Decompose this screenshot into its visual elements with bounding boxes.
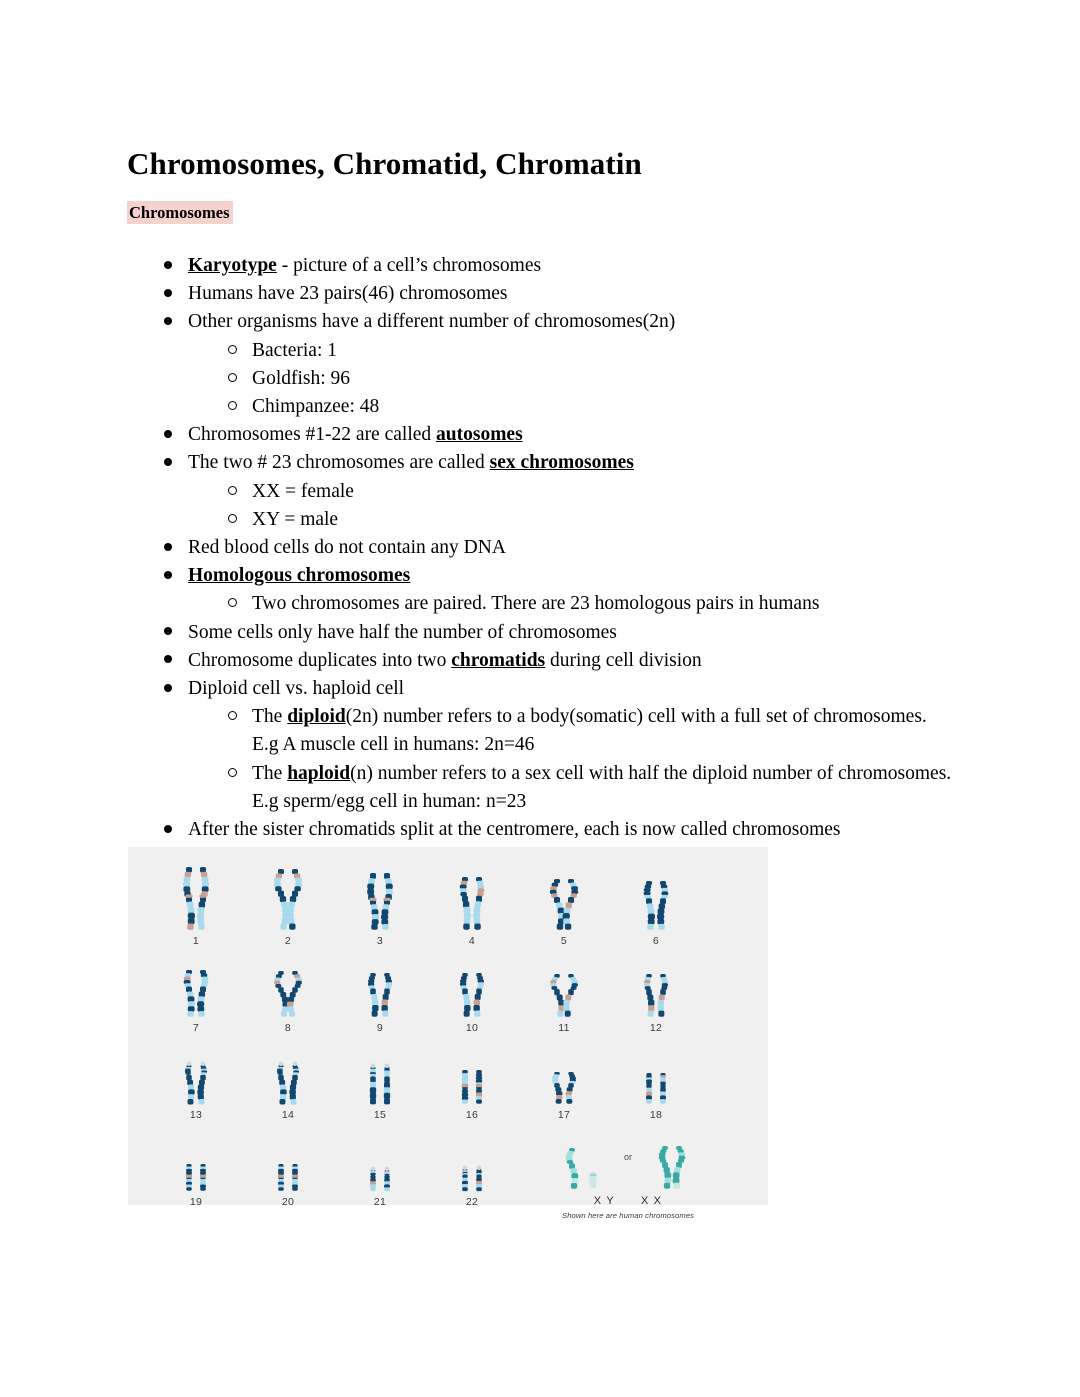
chromosome-pair-18 (610, 1035, 702, 1121)
chromosome-pair-19 (150, 1122, 242, 1208)
bullet-text: Some cells only have half the number of chromosomes (188, 621, 617, 643)
disc-glyph (164, 289, 172, 297)
bullet-text: Other organisms have a different number of chromosomes(2n) (188, 311, 676, 333)
circle-glyph (228, 345, 237, 354)
bullet-item (127, 534, 957, 562)
disc-glyph (164, 458, 172, 466)
chromosome-pair-6 (610, 861, 702, 947)
bullet-disc-icon (161, 816, 175, 844)
bullet-disc-icon (161, 675, 175, 703)
chromosome-pair-icon (518, 948, 610, 1020)
chromosome-number-label: 16 (465, 1109, 479, 1121)
chromosome-number-label: 8 (284, 1022, 292, 1034)
bullet-circle-icon (225, 590, 239, 618)
emphasized-term: haploid (287, 762, 351, 784)
bullet-text: Chimpanzee: 48 (252, 396, 380, 418)
bullet-circle-icon (225, 760, 239, 788)
emphasized-term: Karyotype (188, 255, 277, 276)
emphasized-term: diploid (287, 706, 346, 728)
sub-bullet-item (127, 590, 957, 618)
emphasized-term: sex chromosomes (489, 452, 634, 474)
chromosome-pair-15 (334, 1035, 426, 1121)
chromosome-pair-icon (426, 1122, 518, 1194)
or-label: or (624, 1152, 633, 1162)
bullet-circle-icon (225, 393, 239, 421)
chromosome-pair-icon (426, 948, 518, 1020)
disc-glyph (164, 317, 172, 325)
bullet-text: The (252, 762, 288, 784)
sub-bullet-item (127, 760, 957, 816)
bullet-list (127, 252, 957, 844)
x-chromosome-icon (561, 1122, 583, 1194)
disc-glyph (164, 627, 172, 635)
sub-bullet-item (127, 506, 957, 534)
bullet-item (127, 562, 957, 590)
bullet-item (127, 308, 957, 336)
sub-bullet-item (127, 365, 957, 393)
disc-glyph (164, 684, 172, 692)
chromosome-pair-13 (150, 1035, 242, 1121)
disc-glyph (164, 571, 172, 579)
section-heading (127, 203, 233, 223)
xx-chromosomes-icon (649, 1122, 695, 1194)
bullet-circle-icon (225, 365, 239, 393)
chromosome-pair-icon (150, 1122, 242, 1194)
circle-glyph (228, 711, 237, 720)
disc-glyph (164, 543, 172, 551)
chromosome-number-label: 2 (284, 935, 292, 947)
chromosome-pair-icon (334, 861, 426, 933)
page-title: Chromosomes, Chromatid, Chromatin (127, 145, 642, 181)
chromosome-pair-2 (242, 861, 334, 947)
chromosome-number-label: 5 (560, 935, 568, 947)
bullet-text: Goldfish: 96 (252, 367, 351, 389)
bullet-text: - picture of a cell’s chromosomes (276, 255, 542, 276)
bullet-item (127, 252, 957, 280)
bullet-text: (2n) number refers to a body(somatic) cell with a full set of chromosomes. E.g A muscle cell in humans: 2n=46 (252, 706, 927, 756)
bullet-text: The (252, 706, 288, 728)
chromosome-pair-icon (334, 948, 426, 1020)
bullet-disc-icon (161, 534, 175, 562)
bullet-item (127, 675, 957, 703)
chromosome-pair-icon (334, 1035, 426, 1107)
chromosome-pair-10 (426, 948, 518, 1034)
bullet-disc-icon (161, 619, 175, 647)
chromosome-pair-icon (242, 1035, 334, 1107)
emphasized-term: chromatids (451, 649, 546, 671)
bullet-item (127, 619, 957, 647)
chromosome-pair-icon (610, 861, 702, 933)
bullet-circle-icon (225, 703, 239, 731)
bullet-text: XX = female (252, 480, 354, 502)
bullet-circle-icon (225, 478, 239, 506)
bullet-text: during cell division (545, 649, 702, 671)
bullet-item (127, 449, 957, 477)
bullet-disc-icon (161, 280, 175, 308)
disc-glyph (164, 655, 172, 663)
bullet-item (127, 816, 957, 844)
chromosome-number-label: 4 (468, 935, 476, 947)
chromosome-number-label: 12 (649, 1022, 663, 1034)
chromosome-number-label: 7 (192, 1022, 200, 1034)
chromosome-number-label: 6 (652, 935, 660, 947)
bullet-text: Diploid cell vs. haploid cell (188, 678, 405, 700)
bullet-text: (n) number refers to a sex cell with half the diploid number of chromosomes. E.g sperm/egg cell in human: n=23 (252, 762, 952, 812)
emphasized-term: Homologous chromosomes (188, 565, 411, 587)
chromosome-pair-3 (334, 861, 426, 947)
sub-bullet-item (127, 478, 957, 506)
chromosome-pair-14 (242, 1035, 334, 1121)
chromosome-pair-20 (242, 1122, 334, 1208)
bullet-text: Humans have 23 pairs(46) chromosomes (188, 283, 508, 305)
karyotype-figure (128, 847, 768, 1220)
chromosome-number-label: 17 (557, 1109, 571, 1121)
circle-glyph (228, 768, 237, 777)
bullet-text: Chromosome duplicates into two (188, 649, 452, 671)
chromosome-number-label: 15 (373, 1109, 387, 1121)
bullet-item (127, 647, 957, 675)
bullet-text: Chromosomes #1-22 are called (188, 424, 437, 446)
karyotype-grid (128, 847, 768, 1220)
sub-bullet-item (127, 337, 957, 365)
chromosome-number-label: 1 (192, 935, 200, 947)
circle-glyph (228, 373, 237, 382)
chromosome-pair-icon (242, 861, 334, 933)
chromosome-number-label: 21 (373, 1196, 387, 1208)
disc-glyph (164, 430, 172, 438)
bullet-item (127, 421, 957, 449)
chromosome-pair-22 (426, 1122, 518, 1208)
figure-caption: Shown here are human chromosomes (562, 1211, 694, 1220)
bullet-text: Bacteria: 1 (252, 339, 337, 361)
chromosome-pair-icon (150, 861, 242, 933)
sub-bullet-item (127, 393, 957, 421)
sex-chromosomes-icon (528, 1122, 728, 1194)
sex-chromosomes-group (528, 1122, 728, 1220)
chromosome-pair-icon (518, 861, 610, 933)
circle-glyph (228, 514, 237, 523)
chromosome-pair-5 (518, 861, 610, 947)
chromosome-pair-11 (518, 948, 610, 1034)
bullet-text: XY = male (252, 508, 339, 530)
bullet-disc-icon (161, 421, 175, 449)
chromosome-pair-icon (610, 948, 702, 1020)
chromosome-pair-17 (518, 1035, 610, 1121)
chromosome-number-label: 9 (376, 1022, 384, 1034)
chromosome-pair-icon (150, 1035, 242, 1107)
sub-bullet-item (127, 703, 957, 759)
chromosome-number-label: 20 (281, 1196, 295, 1208)
bullet-text: After the sister chromatids split at the centromere, each is now called chromosomes (188, 819, 841, 841)
chromosome-pair-12 (610, 948, 702, 1034)
bullet-text: Two chromosomes are paired. There are 23 homologous pairs in humans (252, 593, 820, 615)
bullet-disc-icon (161, 647, 175, 675)
chromosome-pair-16 (426, 1035, 518, 1121)
label-xx: X X (640, 1195, 663, 1207)
circle-glyph (228, 486, 237, 495)
chromosome-pair-9 (334, 948, 426, 1034)
chromosome-pair-1 (150, 861, 242, 947)
chromosome-number-label: 11 (558, 1022, 570, 1034)
chromosome-pair-icon (242, 948, 334, 1020)
chromosome-pair-icon (610, 1035, 702, 1107)
bullet-disc-icon (161, 449, 175, 477)
circle-glyph (228, 598, 237, 607)
chromosome-pair-4 (426, 861, 518, 947)
bullet-text: The two # 23 chromosomes are called (188, 452, 490, 474)
y-chromosome-icon (585, 1122, 601, 1194)
section-heading-text: Chromosomes (127, 201, 233, 224)
circle-glyph (228, 401, 237, 410)
chromosome-pair-21 (334, 1122, 426, 1208)
chromosome-pair-icon (518, 1035, 610, 1107)
bullet-text: Red blood cells do not contain any DNA (188, 537, 506, 559)
chromosome-number-label: 3 (376, 935, 384, 947)
chromosome-number-label: 19 (189, 1196, 203, 1208)
disc-glyph (164, 261, 172, 269)
chromosome-pair-icon (334, 1122, 426, 1194)
bullet-item (127, 280, 957, 308)
chromosome-pair-icon (150, 948, 242, 1020)
chromosome-number-label: 10 (465, 1022, 479, 1034)
chromosome-pair-icon (426, 1035, 518, 1107)
emphasized-term: autosomes (436, 424, 523, 446)
chromosome-number-label: 18 (649, 1109, 663, 1121)
chromosome-pair-7 (150, 948, 242, 1034)
chromosome-number-label: 13 (189, 1109, 203, 1121)
bullet-circle-icon (225, 337, 239, 365)
sex-chromosome-labels (528, 1195, 728, 1207)
chromosome-pair-icon (426, 861, 518, 933)
chromosome-pair-8 (242, 948, 334, 1034)
bullet-disc-icon (161, 308, 175, 336)
disc-glyph (164, 825, 172, 833)
label-xy: X Y (593, 1195, 615, 1207)
bullet-disc-icon (161, 252, 175, 280)
chromosome-number-label: 22 (465, 1196, 479, 1208)
chromosome-pair-icon (242, 1122, 334, 1194)
bullet-disc-icon (161, 562, 175, 590)
bullet-circle-icon (225, 506, 239, 534)
chromosome-number-label: 14 (281, 1109, 295, 1121)
